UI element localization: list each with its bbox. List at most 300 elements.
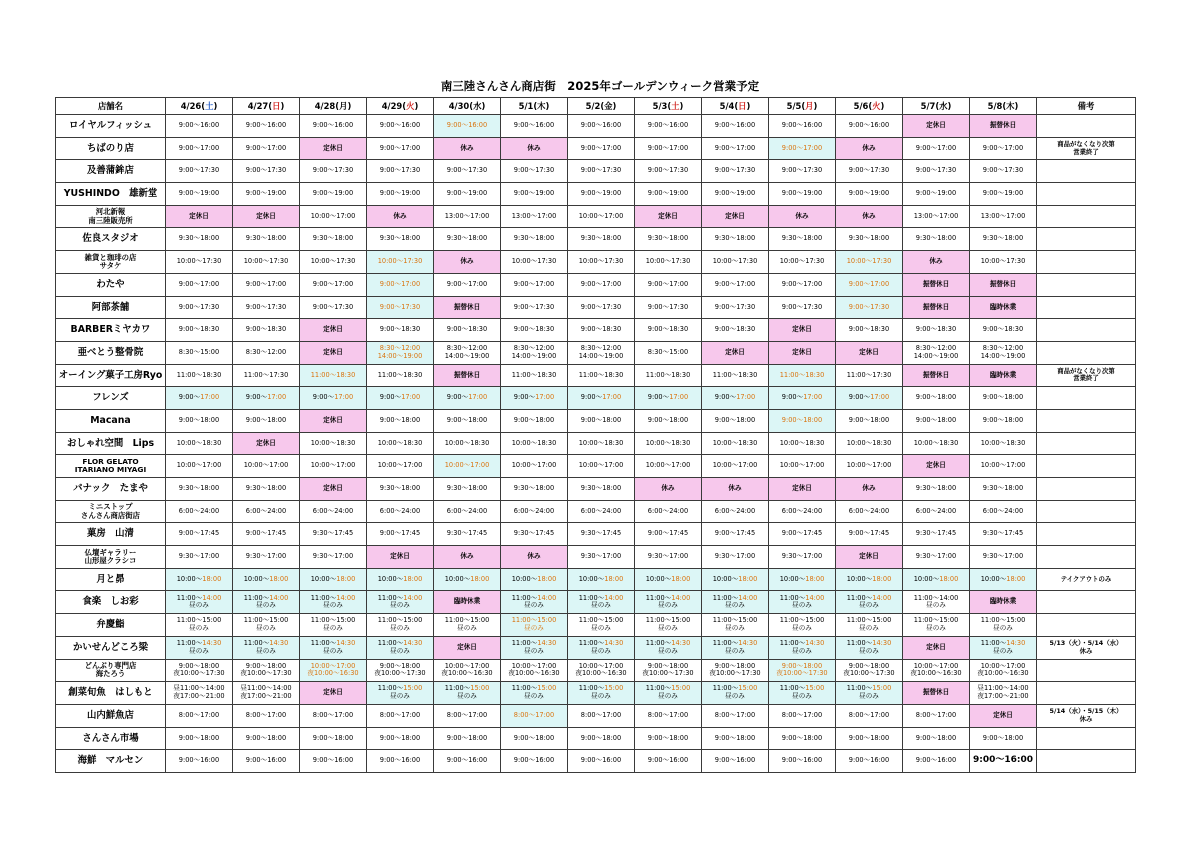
hours-cell: 10:00～17:00 夜10:00～16:30 — [434, 659, 501, 682]
hours-cell: 9:00～18:00 — [233, 727, 300, 750]
hours-cell: 8:30～12:00 14:00～19:00 — [903, 341, 970, 364]
hours-cell: 10:00～18:30 — [501, 432, 568, 455]
hours-cell: 11:00～18:30 — [769, 364, 836, 387]
end-time: 15:00 — [671, 684, 691, 693]
note-cell — [1037, 341, 1136, 364]
hours-cell: 9:00～16:00 — [769, 115, 836, 138]
end-time: 17:00 — [334, 393, 354, 402]
table-row — [56, 727, 1136, 750]
hours-cell: 9:00～16:00 — [568, 115, 635, 138]
hours-cell: 9:30～18:00 — [434, 228, 501, 251]
hours-cell: 定休日 — [769, 341, 836, 364]
date-label: 4/29 — [381, 101, 403, 111]
weekday-label: 木 — [537, 101, 546, 111]
weekday-label: 日 — [272, 101, 281, 111]
hours-cell: 10:00～18:00 — [769, 568, 836, 591]
weekday-paren-open: ( — [1002, 101, 1007, 111]
end-time: 14:30 — [269, 639, 289, 648]
table-row — [56, 614, 1136, 637]
hours-cell: 9:00～16:00 — [300, 750, 367, 773]
shop-name-cell: かいせんどころ梁 — [56, 636, 166, 659]
end-time: 18:00 — [403, 574, 423, 583]
hours-cell: 9:00～18:00 — [568, 409, 635, 432]
hours-cell: 定休日 — [836, 341, 903, 364]
hours-cell: 9:00～17:00 — [166, 387, 233, 410]
end-time: 14:30 — [403, 639, 423, 648]
hours-cell: 9:00～19:00 — [568, 183, 635, 206]
shop-name-cell: 弁慶鮨 — [56, 614, 166, 637]
table-row — [56, 523, 1136, 546]
shop-name-cell: フレンズ — [56, 387, 166, 410]
hours-cell: 9:00～18:00 — [702, 727, 769, 750]
hours-cell: 11:00～14:30 昼のみ — [568, 636, 635, 659]
hours-cell: 9:30～17:00 — [233, 546, 300, 569]
date-label: 5/7 — [920, 101, 936, 111]
weekday-label: 月 — [805, 101, 814, 111]
hours-cell: 昼11:00～14:00 夜17:00～21:00 — [166, 682, 233, 705]
hours-cell: 9:00～17:30 — [702, 160, 769, 183]
end-time: 14:30 — [872, 639, 892, 648]
table-row — [56, 183, 1136, 206]
hours-cell: 9:00～17:00 — [233, 273, 300, 296]
shop-name-cell: ちばのり店 — [56, 137, 166, 160]
hours-cell: 10:00～17:30 — [970, 251, 1037, 274]
hours-cell: 6:00～24:00 — [970, 500, 1037, 523]
note-cell: 5/14（水）・5/15（木） 休み — [1037, 704, 1136, 727]
hours-cell: 9:00～17:00 — [635, 137, 702, 160]
hours-cell: 8:30～12:00 14:00～19:00 — [568, 341, 635, 364]
note-cell — [1037, 409, 1136, 432]
page-title: 南三陸さんさん商店街 2025年ゴールデンウィーク営業予定 — [440, 79, 760, 93]
shop-name-cell: 菓房 山清 — [56, 523, 166, 546]
hours-cell: 9:00～17:30 — [166, 160, 233, 183]
hours-cell: 10:00～17:00 — [233, 455, 300, 478]
column-header-date — [501, 98, 568, 115]
hours-cell: 9:30～17:45 — [501, 523, 568, 546]
hours-cell: 定休日 — [702, 341, 769, 364]
hours-cell: 9:00～18:30 — [367, 319, 434, 342]
hours-cell: 9:00～17:45 — [769, 523, 836, 546]
hours-cell: 9:00～16:00 — [702, 115, 769, 138]
end-time: 14:00 — [805, 593, 825, 602]
hours-cell: 10:00～17:00 — [166, 455, 233, 478]
hours-cell: 11:00～14:30 昼のみ — [300, 636, 367, 659]
shop-name-cell: ミニストップ さんさん商店街店 — [56, 500, 166, 523]
hours-cell: 9:00～19:00 — [501, 183, 568, 206]
hours-cell: 9:00～19:00 — [367, 183, 434, 206]
weekday-label: 月 — [339, 101, 348, 111]
hours-cell: 休み — [903, 251, 970, 274]
hours-cell: 休み — [769, 205, 836, 228]
end-time: 15:00 — [604, 684, 624, 693]
weekday-paren-close: ) — [280, 101, 285, 111]
hours-cell: 9:00～18:30 — [702, 319, 769, 342]
hours-cell: 9:00～16:00 — [970, 750, 1037, 773]
hours-cell: 休み — [367, 205, 434, 228]
hours-cell: 11:00～18:30 — [635, 364, 702, 387]
hours-cell: 9:30～17:00 — [702, 546, 769, 569]
column-header-date — [836, 98, 903, 115]
date-label: 5/1 — [518, 101, 534, 111]
note-cell: 商品がなくなり次第 営業終了 — [1037, 137, 1136, 160]
hours-cell: 11:00～14:00 昼のみ — [501, 591, 568, 614]
hours-cell: 9:00～18:00 夜10:00～17:30 — [836, 659, 903, 682]
hours-cell: 11:00～15:00 昼のみ — [434, 682, 501, 705]
hours-cell: 8:00～17:00 — [836, 704, 903, 727]
hours-cell: 定休日 — [300, 409, 367, 432]
hours-cell: 9:00～16:00 — [635, 750, 702, 773]
hours-cell: 9:30～18:00 — [836, 228, 903, 251]
hours-cell: 11:00～15:00 昼のみ — [166, 614, 233, 637]
hours-cell: 11:00～15:00 昼のみ — [702, 614, 769, 637]
end-time: 18:00 — [336, 574, 356, 583]
shop-name-cell: 河北新報 南三陸販売所 — [56, 205, 166, 228]
hours-cell: 10:00～17:30 — [702, 251, 769, 274]
hours-cell: 11:00～15:00 昼のみ — [769, 682, 836, 705]
hours-cell: 11:00～14:30 昼のみ — [702, 636, 769, 659]
hours-cell: 8:00～17:00 — [166, 704, 233, 727]
hours-cell: 10:00～17:00 — [568, 455, 635, 478]
hours-cell: 9:00～18:00 — [769, 409, 836, 432]
hours-cell: 9:00～18:00 — [970, 409, 1037, 432]
hours-cell: 定休日 — [635, 205, 702, 228]
hours-cell: 休み — [836, 478, 903, 501]
hours-cell: 臨時休業 — [970, 296, 1037, 319]
hours-cell: 9:00～19:00 — [166, 183, 233, 206]
hours-cell: 9:30～18:00 — [903, 478, 970, 501]
hours-cell: 9:30～17:00 — [166, 546, 233, 569]
hours-cell: 11:00～14:30 昼のみ — [166, 636, 233, 659]
hours-cell: 9:00～18:30 — [434, 319, 501, 342]
hours-cell: 昼11:00～14:00 夜17:00～21:00 — [233, 682, 300, 705]
hours-cell: 9:00～17:30 — [970, 160, 1037, 183]
hours-cell: 休み — [635, 478, 702, 501]
hours-cell: 10:00～17:30 — [367, 251, 434, 274]
hours-cell: 振替休日 — [970, 115, 1037, 138]
hours-cell: 9:00～16:00 — [836, 115, 903, 138]
shop-name-cell: 山内鮮魚店 — [56, 704, 166, 727]
hours-cell: 9:00～17:00 — [367, 273, 434, 296]
weekday-paren-close: ) — [746, 101, 751, 111]
hours-cell: 9:30～18:00 — [300, 228, 367, 251]
weekday-paren-open: ( — [201, 101, 206, 111]
weekday-paren-close: ) — [947, 101, 952, 111]
hours-cell: 11:00～17:30 — [233, 364, 300, 387]
note-cell — [1037, 160, 1136, 183]
hours-cell: 9:00～16:00 — [568, 750, 635, 773]
hours-cell: 11:00～14:00 昼のみ — [702, 591, 769, 614]
hours-cell: 9:00～18:00 — [501, 409, 568, 432]
end-time: 17:00 — [200, 393, 220, 402]
hours-cell: 9:00～17:00 — [970, 137, 1037, 160]
end-time: 14:00 — [269, 593, 289, 602]
hours-cell: 6:00～24:00 — [300, 500, 367, 523]
hours-cell: 9:00～18:00 夜10:00～17:30 — [233, 659, 300, 682]
hours-cell: 8:30～15:00 — [166, 341, 233, 364]
hours-cell: 8:00～17:00 — [702, 704, 769, 727]
hours-cell: 9:00～18:30 — [568, 319, 635, 342]
end-time: 14:00 — [403, 593, 423, 602]
column-header-shop: 店舗名 — [56, 98, 166, 115]
note-cell — [1037, 546, 1136, 569]
end-time: 14:00 — [537, 593, 557, 602]
hours-cell: 定休日 — [903, 115, 970, 138]
hours-cell: 10:00～18:00 — [501, 568, 568, 591]
hours-cell: 11:00～14:00 昼のみ — [903, 591, 970, 614]
hours-cell: 9:00～18:00 — [903, 409, 970, 432]
hours-cell: 6:00～24:00 — [568, 500, 635, 523]
hours-cell: 9:00～17:30 — [568, 296, 635, 319]
hours-cell: 6:00～24:00 — [166, 500, 233, 523]
weekday-label: 水 — [939, 101, 948, 111]
hours-cell: 9:00～17:30 — [300, 296, 367, 319]
hours-cell: 11:00～15:00 昼のみ — [367, 682, 434, 705]
table-row — [56, 160, 1136, 183]
hours-cell: 8:00～17:00 — [903, 704, 970, 727]
weekday-label: 水 — [473, 101, 482, 111]
hours-cell: 9:00～19:00 — [434, 183, 501, 206]
header-row — [56, 98, 1136, 115]
hours-cell: 6:00～24:00 — [836, 500, 903, 523]
weekday-paren-open: ( — [667, 101, 672, 111]
hours-cell: 11:00～14:00 昼のみ — [166, 591, 233, 614]
shop-name-cell: 雑貨と珈琲の店 サタケ — [56, 251, 166, 274]
table-row — [56, 251, 1136, 274]
shop-name-cell: 仏壇ギャラリー 山形屋クラシコ — [56, 546, 166, 569]
hours-cell: 11:00～18:30 — [568, 364, 635, 387]
hours-cell: 11:00～15:00 昼のみ — [903, 614, 970, 637]
hours-cell: 振替休日 — [903, 364, 970, 387]
hours-cell: 9:00～17:30 — [702, 296, 769, 319]
hours-cell: 9:00～17:00 — [300, 273, 367, 296]
hours-cell: 6:00～24:00 — [903, 500, 970, 523]
hours-cell: 11:00～15:00 昼のみ — [233, 614, 300, 637]
hours-cell: 臨時休業 — [970, 591, 1037, 614]
hours-cell: 9:30～18:00 — [367, 478, 434, 501]
end-time: 15:00 — [738, 684, 758, 693]
hours-cell: 休み — [434, 137, 501, 160]
schedule-table — [55, 97, 1136, 773]
hours-cell: 9:00～17:45 — [635, 523, 702, 546]
hours-cell: 9:00～16:00 — [166, 115, 233, 138]
hours-cell: 9:00～17:30 — [501, 296, 568, 319]
shop-name-cell: おしゃれ空間 Lips — [56, 432, 166, 455]
hours-cell: 振替休日 — [434, 296, 501, 319]
column-header-date — [233, 98, 300, 115]
hours-cell: 9:30～17:00 — [903, 546, 970, 569]
hours-cell: 10:00～17:00 — [568, 205, 635, 228]
hours-cell: 9:30～17:00 — [300, 546, 367, 569]
hours-cell: 11:00～14:30 昼のみ — [233, 636, 300, 659]
shop-name-cell: 佐良スタジオ — [56, 228, 166, 251]
hours-cell: 9:00～18:00 — [903, 727, 970, 750]
weekday-label: 土 — [205, 101, 214, 111]
end-time: 18:00 — [939, 574, 959, 583]
hours-cell: 振替休日 — [903, 682, 970, 705]
weekday-label: 土 — [671, 101, 680, 111]
hours-cell: 8:00～17:00 — [434, 704, 501, 727]
hours-cell: 9:00～17:30 — [903, 160, 970, 183]
table-row — [56, 659, 1136, 682]
date-label: 5/4 — [719, 101, 735, 111]
hours-cell: 9:00～17:00 — [501, 387, 568, 410]
hours-cell: 6:00～24:00 — [434, 500, 501, 523]
hours-cell: 休み — [501, 546, 568, 569]
hours-cell: 11:00～15:00 昼のみ — [367, 614, 434, 637]
hours-cell: 6:00～24:00 — [233, 500, 300, 523]
column-header-date — [635, 98, 702, 115]
note-cell — [1037, 614, 1136, 637]
table-row — [56, 750, 1136, 773]
note-cell — [1037, 682, 1136, 705]
table-row — [56, 205, 1136, 228]
hours-cell: 定休日 — [300, 341, 367, 364]
note-cell — [1037, 319, 1136, 342]
hours-cell: 10:00～17:00 夜10:00～16:30 — [300, 659, 367, 682]
hours-cell: 9:00～17:00 — [501, 273, 568, 296]
shop-name-cell: 月と昴 — [56, 568, 166, 591]
hours-cell: 11:00～15:00 昼のみ — [501, 682, 568, 705]
note-cell — [1037, 183, 1136, 206]
hours-cell: 10:00～17:30 — [635, 251, 702, 274]
hours-cell: 11:00～14:30 昼のみ — [367, 636, 434, 659]
table-row — [56, 409, 1136, 432]
hours-cell: 10:00～17:00 — [501, 455, 568, 478]
hours-cell: 9:00～18:00 夜10:00～17:30 — [769, 659, 836, 682]
hours-cell: 8:00～17:00 — [300, 704, 367, 727]
hours-cell: 9:00～16:00 — [702, 750, 769, 773]
end-time: 14:30 — [738, 639, 758, 648]
hours-cell: 9:00～17:00 — [568, 273, 635, 296]
hours-cell: 11:00～15:00 昼のみ — [501, 614, 568, 637]
hours-cell: 9:00～18:00 夜10:00～17:30 — [635, 659, 702, 682]
hours-cell: 8:00～17:00 — [501, 704, 568, 727]
hours-cell: 6:00～24:00 — [367, 500, 434, 523]
end-time: 14:30 — [336, 639, 356, 648]
hours-cell: 9:30～17:00 — [635, 546, 702, 569]
end-time: 17:00 — [870, 393, 890, 402]
hours-cell: 定休日 — [903, 455, 970, 478]
end-time: 14:00 — [336, 593, 356, 602]
hours-cell: 臨時休業 — [434, 591, 501, 614]
table-row — [56, 568, 1136, 591]
hours-cell: 9:00～16:00 — [434, 750, 501, 773]
weekday-paren-open: ( — [935, 101, 940, 111]
end-time: 17:00 — [267, 393, 287, 402]
hours-cell: 10:00～17:00 — [769, 455, 836, 478]
hours-cell: 9:00～18:30 — [501, 319, 568, 342]
table-row — [56, 137, 1136, 160]
hours-cell: 9:00～19:00 — [903, 183, 970, 206]
hours-cell: 9:00～16:00 — [233, 750, 300, 773]
table-row — [56, 228, 1136, 251]
hours-cell: 9:00～16:00 — [166, 750, 233, 773]
table-row — [56, 682, 1136, 705]
weekday-paren-open: ( — [268, 101, 273, 111]
hours-cell: 9:00～17:00 — [702, 137, 769, 160]
hours-cell: 10:00～18:00 — [166, 568, 233, 591]
end-time: 17:00 — [803, 393, 823, 402]
hours-cell: 振替休日 — [434, 364, 501, 387]
hours-cell: 9:30～17:45 — [970, 523, 1037, 546]
weekday-paren-open: ( — [734, 101, 739, 111]
hours-cell: 9:30～17:00 — [769, 546, 836, 569]
hours-cell: 9:00～18:30 — [635, 319, 702, 342]
hours-cell: 11:00～14:00 昼のみ — [233, 591, 300, 614]
hours-cell: 9:00～17:30 — [635, 160, 702, 183]
column-header-date — [367, 98, 434, 115]
hours-cell: 10:00～17:30 — [166, 251, 233, 274]
shop-name-cell: さんさん市場 — [56, 727, 166, 750]
end-time: 14:30 — [1006, 639, 1026, 648]
end-time: 18:00 — [604, 574, 624, 583]
end-time: 17:00 — [535, 393, 555, 402]
hours-cell: 9:30～18:00 — [434, 478, 501, 501]
hours-cell: 11:00～15:00 昼のみ — [568, 614, 635, 637]
hours-cell: 6:00～24:00 — [769, 500, 836, 523]
hours-cell: 9:00～17:00 — [769, 387, 836, 410]
hours-cell: 10:00～17:30 — [568, 251, 635, 274]
hours-cell: 9:00～17:00 — [434, 387, 501, 410]
hours-cell: 9:00～17:45 — [367, 523, 434, 546]
hours-cell: 定休日 — [300, 137, 367, 160]
hours-cell: 定休日 — [903, 636, 970, 659]
note-cell — [1037, 251, 1136, 274]
hours-cell: 休み — [434, 251, 501, 274]
shop-name-cell: YUSHINDO 雄新堂 — [56, 183, 166, 206]
end-time: 14:00 — [202, 593, 222, 602]
hours-cell: 11:00～18:30 — [166, 364, 233, 387]
hours-cell: 定休日 — [367, 546, 434, 569]
note-cell — [1037, 205, 1136, 228]
hours-cell: 9:00～17:30 — [568, 160, 635, 183]
date-label: 5/3 — [652, 101, 668, 111]
hours-cell: 9:00～17:30 — [233, 296, 300, 319]
note-cell — [1037, 500, 1136, 523]
end-time: 15:00 — [470, 684, 490, 693]
hours-cell: 10:00～17:30 — [233, 251, 300, 274]
hours-cell: 10:00～17:00 — [300, 455, 367, 478]
shop-name-cell: Macana — [56, 409, 166, 432]
column-header-date — [166, 98, 233, 115]
date-label: 4/28 — [314, 101, 336, 111]
hours-cell: 振替休日 — [903, 296, 970, 319]
column-header-date — [300, 98, 367, 115]
note-cell — [1037, 523, 1136, 546]
hours-cell: 11:00～15:00 昼のみ — [836, 682, 903, 705]
hours-cell: 11:00～14:00 昼のみ — [635, 591, 702, 614]
end-time: 18:00 — [269, 574, 289, 583]
hours-cell: 9:00～17:30 — [367, 296, 434, 319]
hours-cell: 9:00～17:00 — [166, 273, 233, 296]
weekday-paren-close: ) — [213, 101, 218, 111]
hours-cell: 8:30～12:00 14:00～19:00 — [434, 341, 501, 364]
weekday-paren-open: ( — [402, 101, 407, 111]
table-row — [56, 432, 1136, 455]
hours-cell: 9:00～17:30 — [166, 296, 233, 319]
table-row — [56, 704, 1136, 727]
hours-cell: 9:30～18:00 — [769, 228, 836, 251]
hours-cell: 6:00～24:00 — [702, 500, 769, 523]
shop-name-cell: どんぶり専門店 海たろう — [56, 659, 166, 682]
weekday-paren-close: ) — [414, 101, 419, 111]
hours-cell: 9:00～17:30 — [769, 160, 836, 183]
hours-cell: 10:00～18:30 — [434, 432, 501, 455]
hours-cell: 11:00～15:00 昼のみ — [300, 614, 367, 637]
hours-cell: 9:00～17:00 — [367, 387, 434, 410]
hours-cell: 10:00～18:00 — [702, 568, 769, 591]
hours-cell: 10:00～18:30 — [970, 432, 1037, 455]
